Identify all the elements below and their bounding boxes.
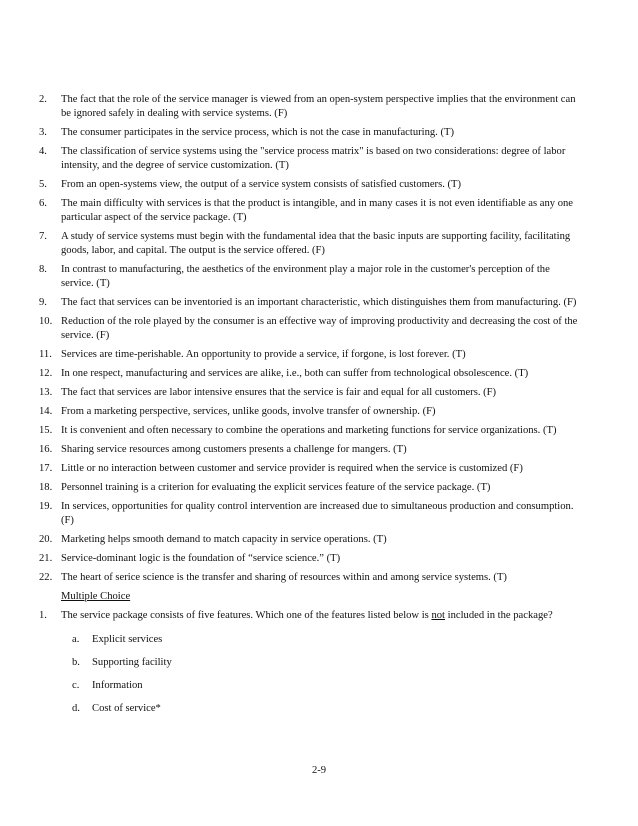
option-letter: b. <box>72 657 80 668</box>
question-number: 8. <box>39 264 47 275</box>
answer-option <box>72 702 579 716</box>
answer-option <box>72 679 579 693</box>
question-item <box>39 315 579 343</box>
question-item <box>39 552 579 566</box>
question-text: In services, opportunities for quality control intervention are increased due to simultaneous production and consumption. (F) <box>61 501 574 526</box>
question-text-end: included in the package? <box>445 610 553 621</box>
question-text: The consumer participates in the service process, which is not the case in manufacturing. (T) <box>61 127 455 138</box>
option-text: Supporting facility <box>92 657 172 668</box>
question-number: 18. <box>39 482 53 493</box>
question-text: Reduction of the role played by the consumer is an effective way of improving productivity and decreasing the cost of the service. (F) <box>61 316 578 341</box>
question-text: The fact that services are labor intensive ensures that the service is fair and equal for all customers. (F) <box>61 387 497 398</box>
question-item <box>39 571 579 585</box>
question-number: 16. <box>39 444 53 455</box>
question-text: Sharing service resources among customers presents a challenge for mangers. (T) <box>61 444 407 455</box>
question-number: 15. <box>39 425 53 436</box>
question-text: Marketing helps smooth demand to match capacity in service operations. (T) <box>61 534 387 545</box>
question-text: In contrast to manufacturing, the aesthetics of the environment play a major role in the customer's perception of the service. (T) <box>61 264 550 289</box>
page-content <box>39 93 579 725</box>
question-text: From an open-systems view, the output of a service system consists of satisfied customers. (T) <box>61 179 462 190</box>
question-item <box>39 367 579 381</box>
question-number: 7. <box>39 231 47 242</box>
question-item <box>39 93 579 121</box>
question-text: Little or no interaction between customer and service provider is required when the service is customized (F) <box>61 463 523 474</box>
question-item <box>39 178 579 192</box>
question-item <box>39 386 579 400</box>
question-text: The main difficulty with services is that the product is intangible, and in many cases it is not even identifiable as any one particular aspect of the service package. (T) <box>61 198 574 223</box>
option-text: Explicit services <box>92 634 163 645</box>
question-text: The fact that services can be inventoried is an important characteristic, which distinguishes them from manufacturing. (F) <box>61 297 577 308</box>
question-text: Personnel training is a criterion for evaluating the explicit services feature of the service package. (T) <box>61 482 491 493</box>
option-letter: a. <box>72 634 80 645</box>
page-number: 2-9 <box>311 765 327 776</box>
answer-option <box>72 633 579 647</box>
question-text: A study of service systems must begin with the fundamental idea that the basic inputs are supporting facility, facilitating goods, labor, and capital. The output is the service offered. (F) <box>61 231 571 256</box>
question-text-start: The service package consists of five features. Which one of the features listed below is <box>61 610 432 621</box>
answer-option <box>72 656 579 670</box>
question-number: 1. <box>39 610 47 621</box>
question-number: 11. <box>39 349 52 360</box>
option-letter: d. <box>72 703 80 714</box>
question-item <box>39 197 579 225</box>
question-number: 5. <box>39 179 47 190</box>
question-text <box>61 609 579 623</box>
question-text: In one respect, manufacturing and services are alike, i.e., both can suffer from technological obsolescence. (T) <box>61 368 529 379</box>
question-item <box>39 481 579 495</box>
question-text: From a marketing perspective, services, unlike goods, involve transfer of ownership. (F) <box>61 406 436 417</box>
question-item <box>39 533 579 547</box>
question-number: 20. <box>39 534 53 545</box>
true-false-question-list <box>39 93 579 585</box>
question-item <box>39 263 579 291</box>
question-text: Service-dominant logic is the foundation of “service science.” (T) <box>61 553 341 564</box>
multiple-choice-question <box>39 609 579 623</box>
question-item <box>39 462 579 476</box>
question-number: 6. <box>39 198 47 209</box>
question-number: 13. <box>39 387 53 398</box>
section-heading-multiple-choice: Multiple Choice <box>61 591 131 602</box>
question-item <box>39 405 579 419</box>
question-item <box>39 348 579 362</box>
question-item <box>39 443 579 457</box>
question-number: 21. <box>39 553 53 564</box>
question-item <box>39 296 579 310</box>
question-number: 2. <box>39 94 47 105</box>
question-text-emphasis: not <box>431 610 445 621</box>
question-item <box>39 424 579 438</box>
question-text: The heart of serice science is the transfer and sharing of resources within and among service systems. (T) <box>61 572 507 583</box>
option-text: Cost of service* <box>92 703 161 714</box>
question-number: 3. <box>39 127 47 138</box>
question-number: 4. <box>39 146 47 157</box>
question-item <box>39 126 579 140</box>
question-number: 14. <box>39 406 53 417</box>
question-number: 9. <box>39 297 47 308</box>
question-item <box>39 230 579 258</box>
option-letter: c. <box>72 680 80 691</box>
question-number: 17. <box>39 463 53 474</box>
question-number: 12. <box>39 368 53 379</box>
question-item <box>39 500 579 528</box>
question-text: The fact that the role of the service manager is viewed from an open-system perspective implies that the environment can be ignored safely in dealing with service systems. (F) <box>61 94 576 119</box>
question-text: Services are time-perishable. An opportunity to provide a service, if forgone, is lost forever. (T) <box>61 349 466 360</box>
question-text: The classification of service systems using the "service process matrix" is based on two considerations: degree of labor intensity, and the degree of service customization. (T) <box>61 146 566 171</box>
answer-options <box>72 633 579 716</box>
question-text: It is convenient and often necessary to combine the operations and marketing functions for service organizations. (T) <box>61 425 557 436</box>
question-number: 10. <box>39 316 53 327</box>
question-number: 22. <box>39 572 53 583</box>
question-item <box>39 145 579 173</box>
question-number: 19. <box>39 501 53 512</box>
option-text: Information <box>92 680 143 691</box>
